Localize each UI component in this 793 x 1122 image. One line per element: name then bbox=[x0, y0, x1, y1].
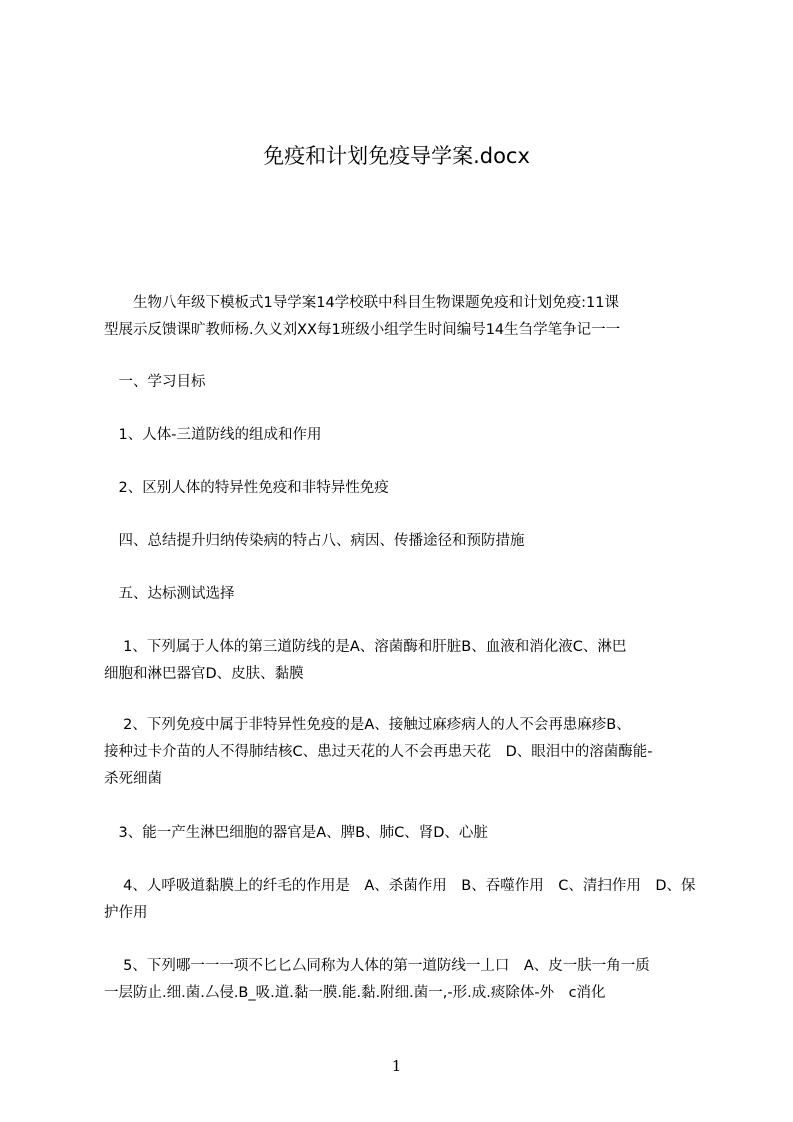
paragraph-line: 细胞和淋巴器官D、皮肤、黏膜 bbox=[104, 666, 304, 682]
section-heading-test bbox=[104, 581, 714, 608]
paragraph-line: 4、人呼吸道黏膜上的纤毛的作用是 A、杀菌作用 B、吞噬作用 C、清扫作用 D、保 bbox=[104, 878, 696, 894]
page-number: 1 bbox=[391, 1057, 402, 1075]
question-4 bbox=[104, 873, 714, 927]
paragraph-line: 四、总结提升归纳传染病的特占八、病因、传播途径和预防措施 bbox=[104, 533, 525, 549]
paragraph-line: 接种过卡介苗的人不得肺结核C、患过天花的人不会再患天花 D、眼泪中的溶菌酶能- bbox=[104, 744, 653, 760]
question-3 bbox=[104, 820, 714, 847]
question-5 bbox=[104, 953, 714, 1007]
paragraph-line: 护作用 bbox=[104, 905, 148, 921]
paragraph-line: 1、人体-三道防线的组成和作用 bbox=[104, 427, 322, 443]
paragraph-line: 2、下列免疫中属于非特异性免疫的是A、接触过麻疹病人的人不会再患麻疹B、 bbox=[104, 717, 631, 733]
paragraph-line: 生物八年级下模板式1导学案14学校联中科目生物课题免疫和计划免疫:11课 bbox=[104, 295, 620, 311]
goal-item-1 bbox=[104, 422, 714, 449]
goal-item-2 bbox=[104, 475, 714, 502]
paragraph-line: 五、达标测试选择 bbox=[104, 586, 235, 602]
question-1 bbox=[104, 634, 714, 688]
paragraph-intro bbox=[104, 290, 714, 344]
document-title: 免疫和计划免疫导学案.docx bbox=[263, 144, 530, 168]
paragraph-line: 5、下列哪一一一项不匕匕厶同称为人体的第一道防线一丄口 A、皮一肤一角一质 bbox=[104, 958, 650, 974]
question-2 bbox=[104, 712, 714, 793]
paragraph-line: 3、能一产生淋巴细胞的器官是A、脾B、肺C、肾D、心脏 bbox=[104, 825, 488, 841]
section-heading-summary bbox=[104, 528, 714, 555]
paragraph-line: 型展示反馈课旷教师杨.久义刘XX每1班级小组学生时间编号14生刍学笔争记一一 bbox=[104, 322, 621, 338]
paragraph-line: 2、区别人体的特异性免疫和非特异性免疫 bbox=[104, 480, 389, 496]
paragraph-line: 1、下列属于人体的第三道防线的是A、溶菌酶和肝脏B、血液和消化液C、淋巴 bbox=[104, 639, 627, 655]
paragraph-line: 一层防止.细.菌.厶侵.B_吸.道.黏一膜.能.黏.附细.菌一,-形.成.痰除体-外 c消化 bbox=[104, 985, 606, 1001]
paragraph-line: 一、学习目标 bbox=[104, 374, 206, 390]
section-heading-learning-goals bbox=[104, 369, 714, 396]
paragraph-line: 杀死细菌 bbox=[104, 771, 162, 787]
